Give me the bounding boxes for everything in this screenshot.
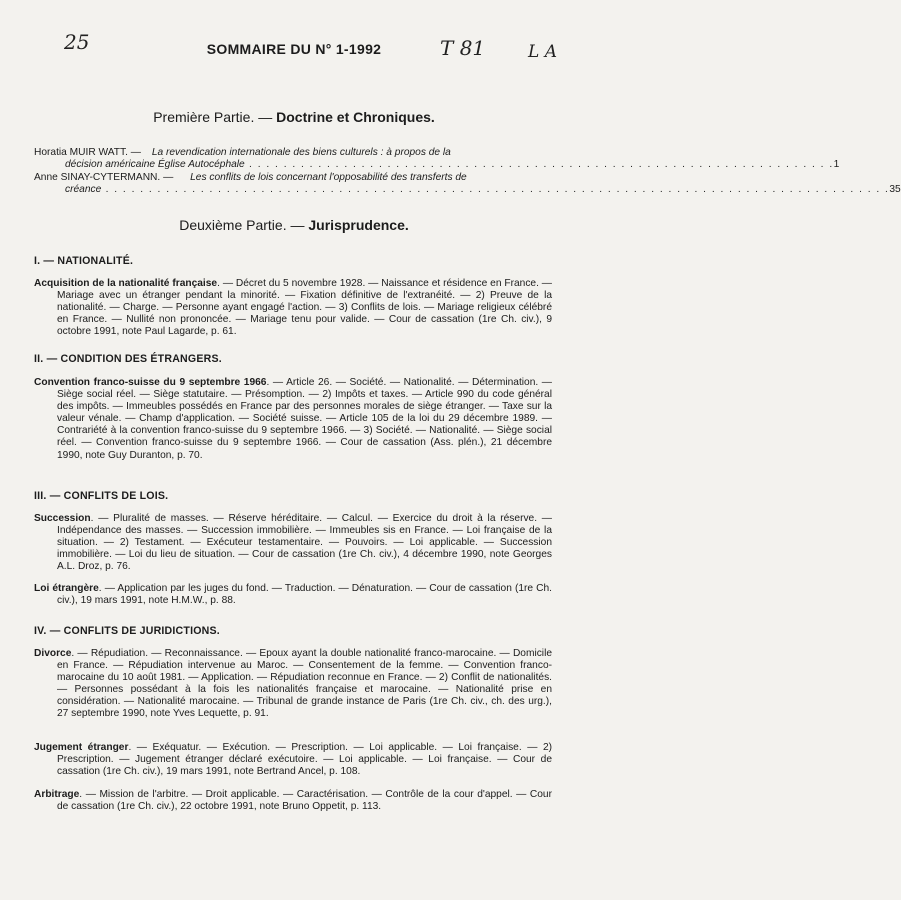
case-headword: Acquisition de la nationalité française xyxy=(34,278,218,289)
section-heading-nationalite: I. — NATIONALITÉ. xyxy=(34,255,134,267)
case-summary xyxy=(34,583,552,607)
section-heading-condition-etrangers: II. — CONDITION DES ÉTRANGERS. xyxy=(34,353,222,365)
case-text: . — Application par les juges du fond. — Traduction. — Dénaturation. — Cour de cassation (1re Ch. civ.), 19 mars 1991, note H.M.W., p. 88. xyxy=(57,583,552,607)
case-summary xyxy=(34,648,552,721)
case-text: . — Pluralité de masses. — Réserve héréditaire. — Calcul. — Exercice du droit à la réserve. — Indépendance des masses. — Succession immobilière. — Immeubles sis en France. — Loi française de la situation. — 2) Testament. — Exécuteur testamentaire. — Pouvoirs. — Loi applicable. — Succession immobilière. — Loi du lieu de situation. — Cour de cassation (1re Ch. civ.), 4 décembre 1990, note Georges A.L. Droz, p. 76. xyxy=(57,513,552,573)
toc-page-number: 1 xyxy=(833,159,840,171)
part-two-heading xyxy=(0,217,588,233)
part-two-prefix: Deuxième Partie. — xyxy=(179,217,305,233)
toc-author: Horatia MUIR WATT. — xyxy=(34,147,141,158)
case-text: . — Exéquatur. — Exécution. — Prescription. — Loi applicable. — Loi française. — 2) Prescription. — Jugement étranger déclaré exécutoire. — Loi applicable. — Loi française. — Cour de cassation (1re Ch. civ.), 19 mars 1991, note Bertrand Ancel, p. 108. xyxy=(57,742,553,778)
case-text: . — Décret du 5 novembre 1928. — Naissance et résidence en France. — Mariage avec un étranger pendant la minorité. — Fixation définitive de l'extranéité. — 2) Preuve de la nationalité. — Charge. — Personne ayant engagé l'action. — 3) Conflits de lois. — Mariage religieux célébré en France. — Nullité non prononcée. — Mariage tenu pour valide. — Cour de cassation (1re Ch. civ.), 9 octobre 1991, note Paul Lagarde, p. 61. xyxy=(57,278,552,338)
handwritten-note-center: T 81 xyxy=(440,36,486,60)
case-summary xyxy=(34,278,552,338)
case-text: . — Répudiation. — Reconnaissance. — Epoux ayant la double nationalité franco-marocaine. — Domicile en France. — Répudiation intervenue au Maroc. — Consentement de la femme. — Convention franco-marocaine du 10 août 1981. — Application. — Répudiation reconnue en France. — 2) Conflit de nationalités. — Personnes possédant à la fois les nationalités française et marocaine. — Nationalité prise en considération. — Nationalité marocaine. — Tribunal de grande instance de Paris (1re Ch. civ., ch. des urg.), 27 septembre 1990, note Yves Lequette, p. 91. xyxy=(57,648,552,720)
case-headword: Succession xyxy=(34,513,91,524)
case-text: . — Mission de l'arbitre. — Droit applicable. — Caractérisation. — Contrôle de la cour d'appel. — Cour de cassation (1re Ch. civ.), 22 octobre 1991, note Bruno Oppetit, p. 113. xyxy=(57,789,552,813)
handwritten-note-left: 25 xyxy=(64,30,90,54)
part-one-title: Doctrine et Chroniques. xyxy=(276,109,435,125)
toc-page-number: 35 xyxy=(889,184,901,196)
handwritten-note-right: L A xyxy=(528,42,557,62)
case-headword: Arbitrage xyxy=(34,789,80,800)
case-headword: Loi étrangère xyxy=(34,583,99,594)
toc-entry: Anne SINAY-CYTERMANN. — Les conflits de lois concernant l'opposabilité des transferts de créance . . . . . . . . . . . . . . . . . . . . . . . . . . . . . . . . . . . . . . . . . . . . . . . . . . . . . . . . . . . . . . . . . . . . . . . . . . . . . . . . . . . . . . . . . . . 35 xyxy=(34,172,901,196)
section-heading-conflits-juridictions: IV. — CONFLITS DE JURIDICTIONS. xyxy=(34,625,220,637)
page-title: SOMMAIRE DU N° 1-1992 xyxy=(206,41,382,57)
toc-title-cont: décision américaine Église Autocéphale xyxy=(65,159,245,171)
case-headword: Divorce xyxy=(34,648,72,659)
case-summary xyxy=(34,742,552,778)
toc-title: Les conflits de lois concernant l'opposabilité des transferts de xyxy=(190,172,467,183)
case-text: . — Article 26. — Société. — Nationalité. — Détermination. — Siège social réel. — Siège statutaire. — Présomption. — 2) Impôts et taxes. — Article 990 du code général des impôts. — Immeubles possédés en France par des personnes morales de siège étranger. — Taxe sur la valeur vénale. — Champ d'application. — Société suisse. — Article 105 de la loi du 29 décembre 1989. — Contrariété à la convention franco-suisse du 9 septembre 1966. — 3) Société. — Nationalité. — Siège social réel. — Convention franco-suisse du 9 septembre 1966. — Cour de cassation (Ass. plén.), 21 décembre 1990, note Guy Duranton, p. 70. xyxy=(57,377,552,461)
toc-title-cont: créance xyxy=(65,184,102,196)
toc-title: La revendication internationale des biens culturels : à propos de la xyxy=(151,147,451,158)
part-two-title: Jurisprudence. xyxy=(308,217,409,233)
case-summary xyxy=(34,789,552,813)
toc-entry: Horatia MUIR WATT. — La revendication internationale des biens culturels : à propos de la décision américaine Église Autocéphale . . . . . . . . . . . . . . . . . . . . . . . . . . . . . . . . . . . . . . . . . . . . . . . . . . . . . . . . . . . . . . . . . . . . 1 xyxy=(34,147,840,171)
toc-author: Anne SINAY-CYTERMANN. — xyxy=(34,172,174,183)
part-one-heading xyxy=(0,109,588,125)
part-one-prefix: Première Partie. — xyxy=(153,109,273,125)
section-heading-conflits-lois: III. — CONFLITS DE LOIS. xyxy=(34,490,169,502)
case-summary xyxy=(34,377,552,462)
case-headword: Convention franco-suisse du 9 septembre 1966 xyxy=(34,377,267,388)
case-summary xyxy=(34,513,552,573)
case-headword: Jugement étranger xyxy=(34,742,129,753)
